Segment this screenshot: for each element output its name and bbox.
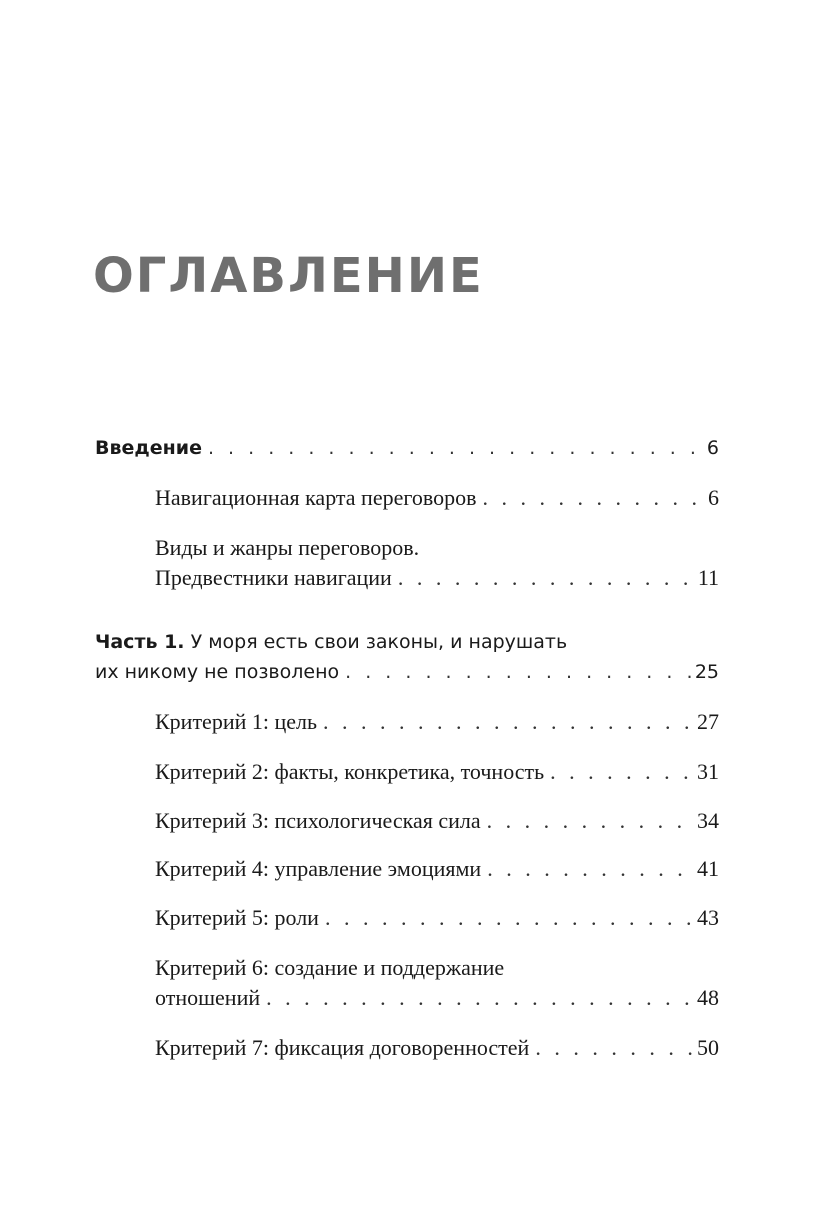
part-title-line1: У моря есть свои законы, и нарушать [190, 631, 568, 653]
toc-page-number: 31 [697, 759, 719, 784]
toc-entry-intro-sub1[interactable] [155, 485, 719, 511]
toc-entry-title: Критерий 2: факты, конкретика, точность [155, 759, 545, 784]
toc-entry-title: Предвестники навигации [155, 565, 392, 590]
toc-entry-criterion-5[interactable] [155, 905, 719, 931]
dot-leader [345, 661, 693, 683]
toc-entry-part1-line1[interactable] [95, 631, 567, 653]
toc-entry-title: Критерий 3: психологическая сила [155, 808, 481, 833]
toc-entry-criterion-1[interactable] [155, 709, 719, 735]
page-title: ОГЛАВЛЕНИЕ [93, 248, 484, 304]
dot-leader [266, 985, 695, 1011]
toc-page-number: 25 [694, 661, 719, 683]
toc-entry-criterion-3[interactable] [155, 808, 719, 834]
toc-entry-criterion-4[interactable] [155, 856, 719, 882]
toc-page-number: 27 [697, 709, 719, 734]
toc-page-number: 34 [697, 808, 719, 833]
toc-entry-title: Критерий 1: цель [155, 709, 318, 734]
dot-leader [325, 905, 695, 931]
toc-entry-title: Введение [95, 437, 202, 459]
toc-entry-title: Критерий 4: управление эмоциями [155, 856, 482, 881]
dot-leader [535, 1035, 695, 1061]
toc-page-number: 41 [697, 856, 719, 881]
toc-entry-intro[interactable] [95, 437, 719, 459]
toc-entry-title: Критерий 5: роли [155, 905, 319, 930]
toc-page-number: 11 [697, 565, 719, 590]
dot-leader [482, 485, 706, 511]
toc-entry-intro-sub2[interactable] [155, 565, 719, 591]
toc-entry-part1[interactable] [95, 661, 719, 683]
toc-entry-intro-sub2-line1[interactable]: Виды и жанры переговоров. [155, 535, 420, 560]
toc-entry-criterion-6[interactable] [155, 985, 719, 1011]
toc-entry-criterion-2[interactable] [155, 759, 719, 785]
dot-leader [208, 437, 705, 459]
toc-entry-title: отношений [155, 985, 261, 1010]
toc-page-number: 6 [708, 485, 719, 510]
dot-leader [487, 808, 695, 834]
toc-page-number: 43 [697, 905, 719, 930]
dot-leader [487, 856, 695, 882]
dot-leader [323, 709, 695, 735]
dot-leader [550, 759, 695, 785]
toc-entry-criterion-6-line1[interactable]: Критерий 6: создание и поддержание [155, 955, 505, 980]
toc-entry-title: их никому не позволено [95, 661, 340, 683]
dot-leader [398, 565, 696, 591]
toc-page-number: 48 [697, 985, 719, 1010]
toc-entry-criterion-7[interactable] [155, 1035, 719, 1061]
toc-entry-title: Критерий 7: фиксация договоренностей [155, 1035, 530, 1060]
toc-page-number: 50 [697, 1035, 719, 1060]
toc-page-number: 6 [706, 437, 719, 459]
toc-entry-title: Навигационная карта переговоров [155, 485, 477, 510]
part-label: Часть 1. [95, 631, 185, 653]
